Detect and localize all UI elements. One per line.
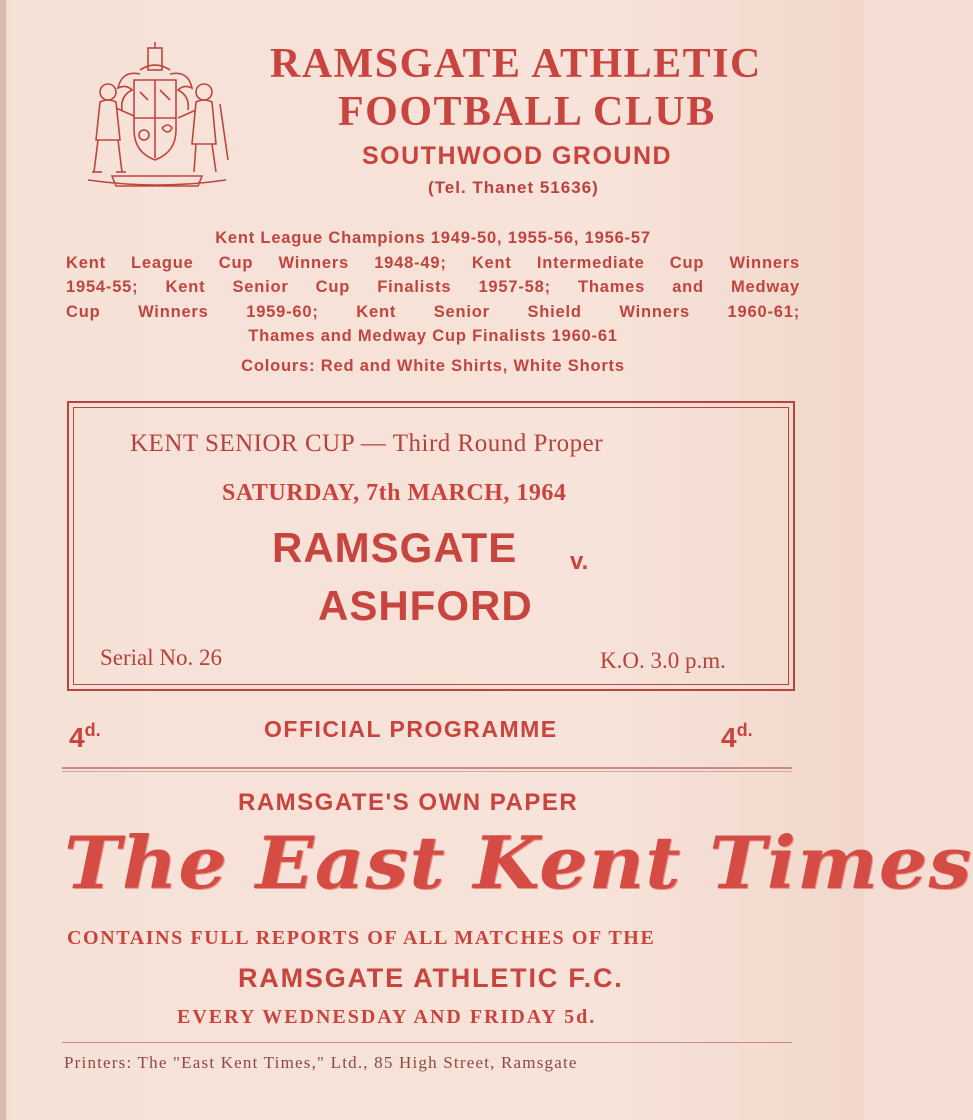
advert-tagline: RAMSGATE'S OWN PAPER — [238, 789, 579, 816]
staple-spine — [0, 0, 6, 1120]
versus-label: v. — [570, 548, 589, 575]
honours-line: Thames and Medway Cup Finalists 1960-61 — [248, 327, 618, 345]
divider — [62, 767, 792, 769]
honours-line: Kent League Champions 1949-50, 1955-56, 1956-57 — [215, 229, 651, 247]
kick-off-time: K.O. 3.0 p.m. — [600, 648, 726, 673]
divider — [62, 1042, 792, 1043]
newspaper-masthead: The East Kent Times — [64, 820, 973, 905]
ground-name: SOUTHWOOD GROUND — [362, 142, 673, 170]
serial-number: Serial No. 26 — [100, 645, 223, 670]
club-name-line2: FOOTBALL CLUB — [338, 89, 716, 135]
telephone-number: (Tel. Thanet 51636) — [428, 178, 599, 197]
coat-of-arms-icon — [82, 40, 232, 195]
price-left: $4^{d.}$ — [69, 720, 101, 753]
honours-line: 1954-55; Kent Senior Cup Finalists 1957-58; Thames and Medway — [66, 278, 800, 296]
advert-club: RAMSGATE ATHLETIC F.C. — [238, 963, 624, 993]
printers-credit: Printers: The "East Kent Times," Ltd., 85 High Street, Ramsgate — [64, 1053, 578, 1072]
advert-schedule: EVERY WEDNESDAY AND FRIDAY 5d. — [177, 1006, 597, 1028]
competition-round: KENT SENIOR CUP — Third Round Proper — [130, 430, 604, 457]
club-honours — [66, 226, 800, 378]
away-team: ASHFORD — [318, 582, 533, 629]
club-colours: Colours: Red and White Shirts, White Shorts — [241, 356, 625, 375]
advert-contains: CONTAINS FULL REPORTS OF ALL MATCHES OF THE — [67, 927, 656, 949]
match-date: SATURDAY, 7th MARCH, 1964 — [222, 480, 567, 506]
honours-line: Kent League Cup Winners 1948-49; Kent Intermediate Cup Winners — [66, 253, 800, 272]
programme-title: OFFICIAL PROGRAMME — [264, 716, 558, 742]
divider — [62, 771, 792, 772]
home-team: RAMSGATE — [272, 524, 518, 571]
club-name-line1: RAMSGATE ATHLETIC — [270, 41, 762, 87]
honours-line: Cup Winners 1959-60; Kent Senior Shield Winners 1960-61; — [66, 302, 800, 321]
price-right: $4^{d.}$ — [721, 720, 753, 753]
